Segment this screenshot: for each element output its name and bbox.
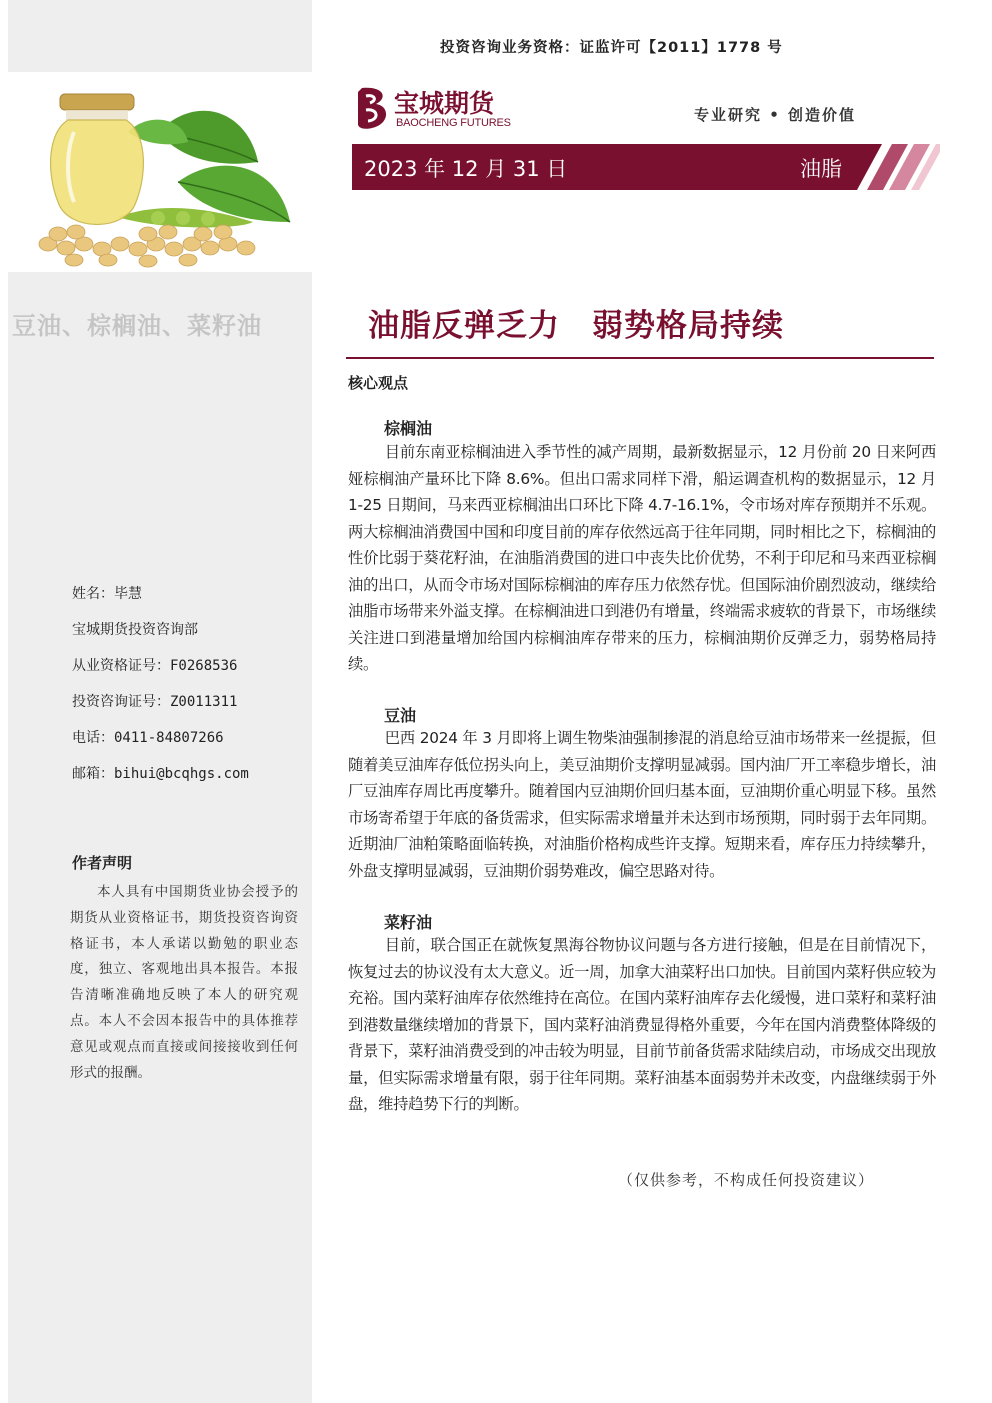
email-address: 邮箱：bihui@bcqhgs.com [72,766,249,782]
company-logo [354,84,534,134]
section-title-palm-oil: 棕榈油 [384,419,433,438]
report-headline: 油脂反弹乏力 弱势格局持续 [368,308,784,344]
core-view-title: 核心观点 [348,374,409,392]
phone-number: 电话：0411-84807266 [72,730,224,746]
section-body-rapeseed-oil: 目前，联合国正在就恢复黑海谷物协议问题与各方进行接触，但是在目前情况下，恢复过去的协议没有太大意义。近一周，加拿大油菜籽出口加快。目前国内菜籽供应较为充裕。国内菜籽油库存依然维持在高位。在国内菜籽油库存去化缓慢，进口菜籽和菜籽油到港数量继续增加的背景下，国内菜籽油消费显得格外重要，今年在国内消费整体降级的背景下，菜籽油消费受到的冲击较为明显，目前节前备货需求陆续启动，市场成交出现放量，但实际需求增量有限，弱于往年同期。菜籽油基本面弱势并未改变，内盘继续弱于外盘，维持趋势下行的判断。 [348,936,936,1113]
hero-image [8,72,312,272]
headline-divider [346,357,934,359]
section-body-palm-oil: 目前东南亚棕榈油进入季节性的减产周期，最新数据显示，12 月份前 20 日来阿西娅棕榈油产量环比下降 8.6%。但出口需求同样下滑，船运调查机构的数据显示，12 月 1-25 日期间，马来西亚棕榈油出口环比下降 4.7-16.1%，令市场对库存预期并不乐观。两大棕榈油消费国中国和印度目前的库存依然远高于往年同期，同时相比之下，棕榈油的性价比弱于葵花籽油，在油脂消费国的进口中丧失比价优势，不利于印尼和马来西亚棕榈油的出口，从而令市场对国际棕榈油的库存压力依然存忧。但国际油价剧烈波动，继续给油脂市场带来外溢支撑。在棕榈油进口到港仍有增量，终端需求疲软的背景下，市场继续关注进口到港量增加给国内棕榈油库存带来的压力，棕榈油期价反弹乏力，弱势格局持续。 [348,443,936,673]
analyst-department: 宝城期货投资咨询部 [72,622,198,638]
section-body-soybean-oil: 巴西 2024 年 3 月即将上调生物柴油强制掺混的消息给豆油市场带来一丝提振，但随着美豆油库存低位拐头向上，美豆油期价支撑明显减弱。国内油厂开工率稳步增长，油厂豆油库存周比再度攀升。随着国内豆油期价回归基本面，豆油期价重心明显下移。虽然市场寄希望于年底的备货需求，但实际需求增量并未达到市场预期，同时弱于去年同期。近期油厂油粕策略面临转换，对油脂价格构成些许支撑。短期来看，库存压力持续攀升，外盘支撑明显减弱，豆油期价弱势难改，偏空思路对待。 [348,729,936,880]
disclaimer: （仅供参考，不构成任何投资建议） [618,1171,875,1189]
slogan: 专业研究 • 创造价值 [694,106,857,124]
soybean-oil-jar-illustration [8,72,312,272]
logo-english-name: BAOCHENG FUTURES [396,117,511,129]
logo-chinese-name: 宝城期货 [394,89,495,118]
declaration-title: 作者声明 [72,854,133,872]
declaration-body: 本人具有中国期货业协会授予的期货从业资格证书，期货投资咨询资格证书，本人承诺以勤勉的职业态度，独立、客观地出具本报告。本报告清晰准确地反映了本人的研究观点。本人不会因本报告中的具体推荐意见或观点而直接或间接接收到任何形式的报酬。 [70,884,298,1081]
sidebar-category: 豆油、棕榈油、菜籽油 [12,312,262,340]
analyst-name: 姓名：毕慧 [72,586,142,602]
report-date: 2023 年 12 月 31 日 [364,157,568,181]
consulting-license-number: 投资咨询证号：Z0011311 [72,694,238,710]
logo-emblem-icon [354,84,394,134]
report-category: 油脂 [800,157,842,181]
qualification-number: 从业资格证号：F0268536 [72,658,238,674]
analyst-contact [72,582,312,798]
section-title-soybean-oil: 豆油 [384,706,417,725]
date-banner [352,144,940,190]
section-title-rapeseed-oil: 菜籽油 [384,913,433,932]
license-line: 投资咨询业务资格：证监许可【2011】1778 号 [440,40,783,56]
